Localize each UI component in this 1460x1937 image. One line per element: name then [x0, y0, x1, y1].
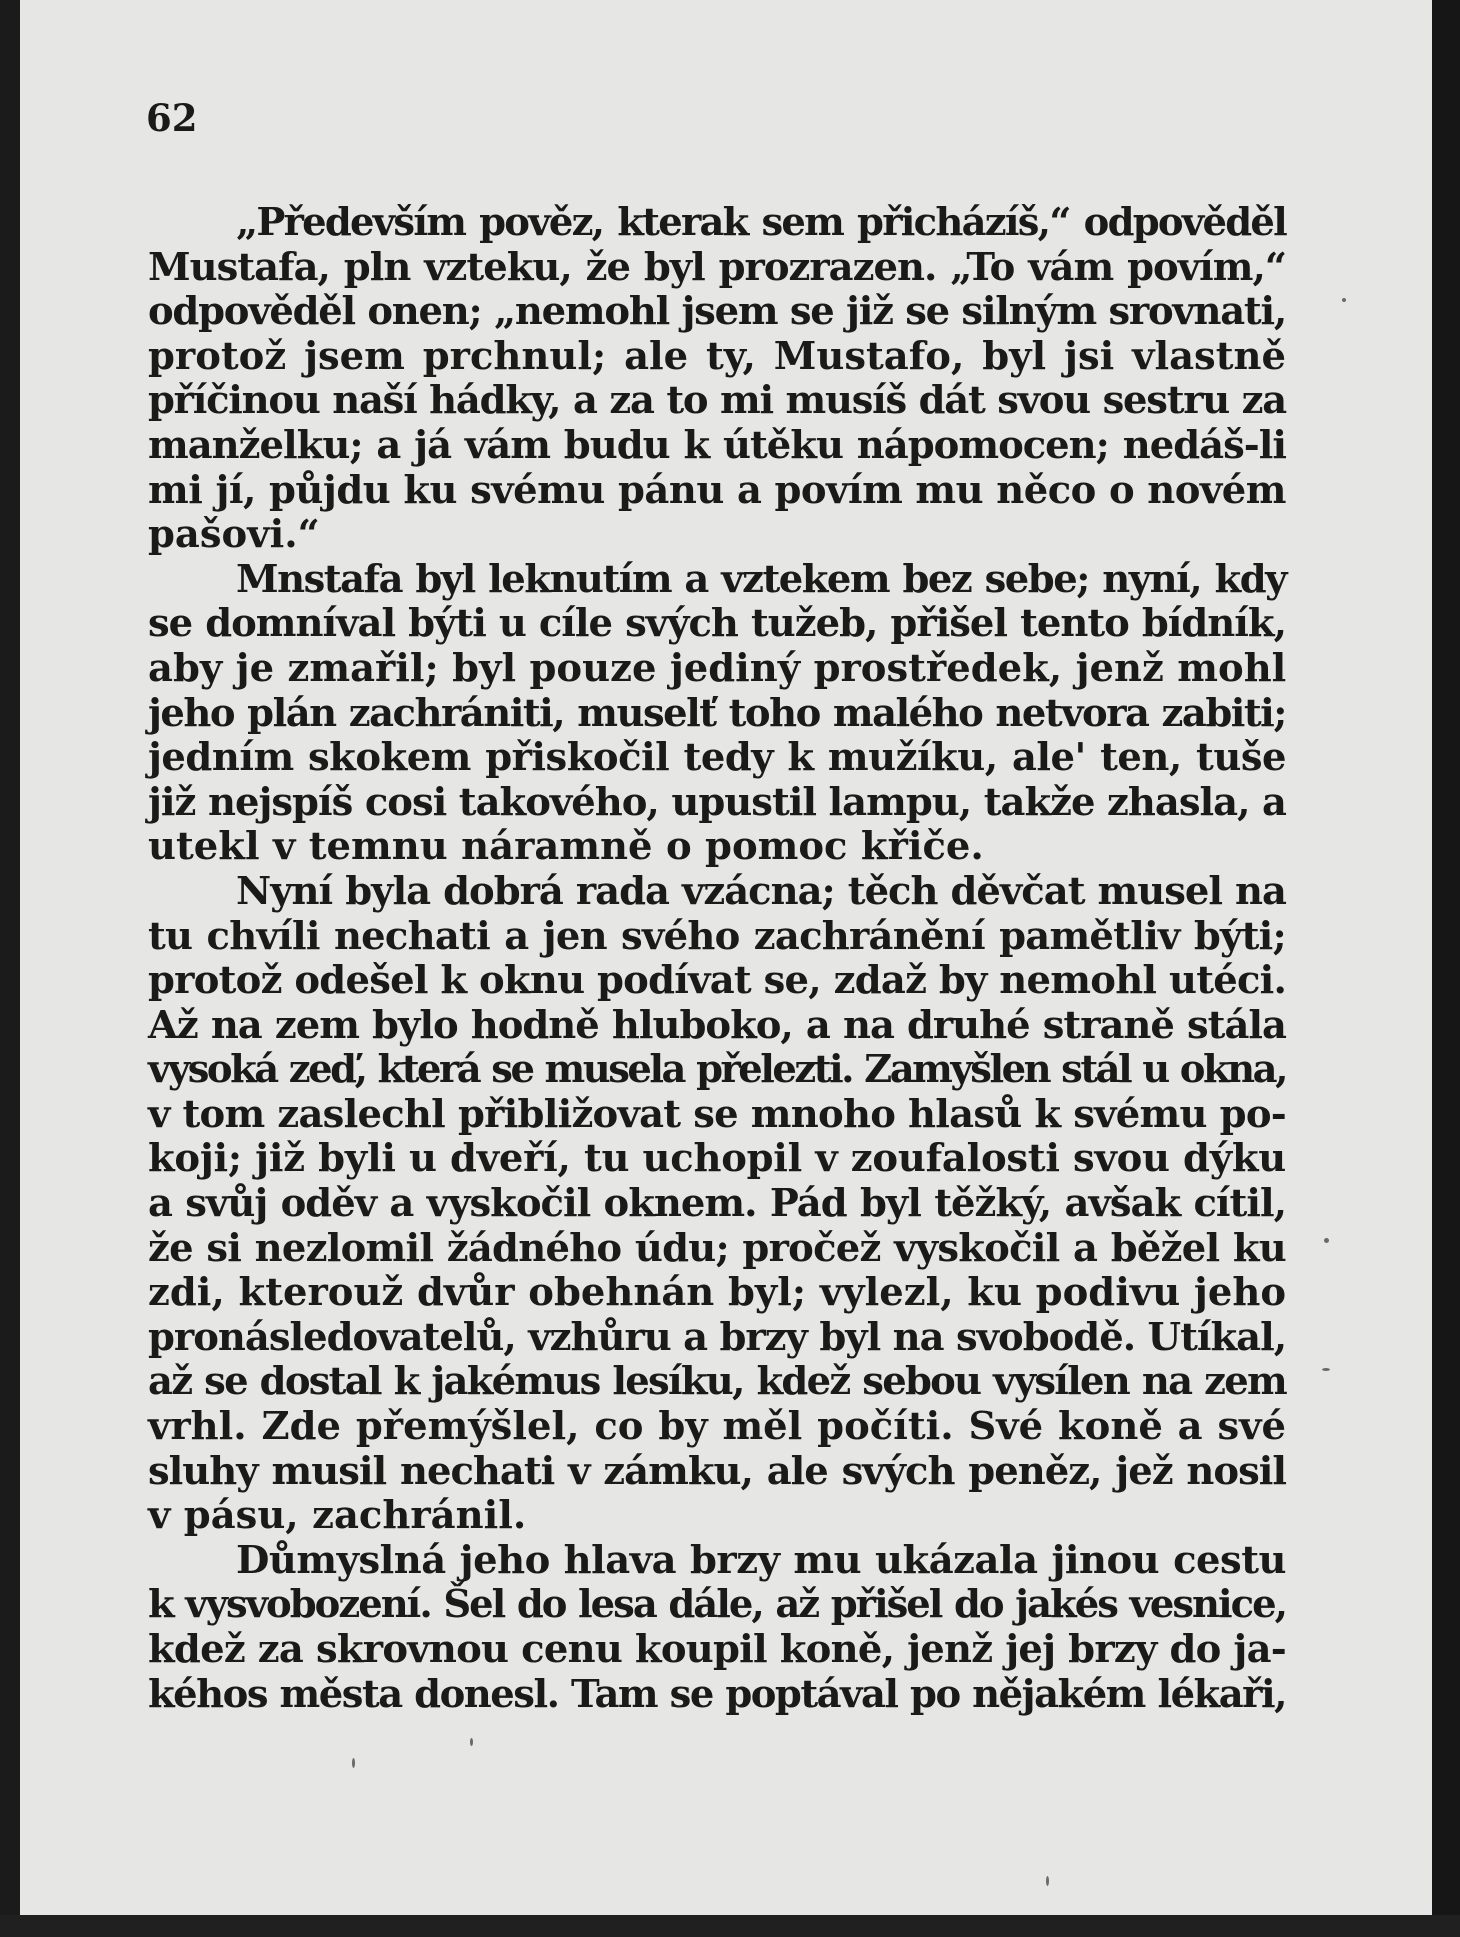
text-line: jeho plán zachrániti, muselť toho malého netvora zabiti;: [148, 690, 1286, 736]
text-line: utekl v temnu náramně o pomoc křiče.: [148, 824, 984, 870]
text-line: jedním skokem přiskočil tedy k mužíku, ale' ten, tuše: [148, 735, 1286, 781]
text-line: protož odešel k oknu podívat se, zdaž by nemohl utéci.: [148, 958, 1287, 1004]
text-line: kdež za skrovnou cenu koupil koně, jenž jej brzy do ja-: [148, 1627, 1286, 1672]
text-line: vysoká zeď, která se musela přelezti. Zamyšlen stál u okna,: [148, 1047, 1286, 1093]
text-line: „Především pověz, kterak sem přicházíš,“ odpověděl: [236, 200, 1286, 245]
body-text: [148, 201, 1286, 1717]
text-line: v pásu, zachránil.: [148, 1493, 527, 1539]
scan-edge-bottom: [0, 1915, 1460, 1937]
text-line: kéhos města donesl. Tam se poptával po nějakém lékaři,: [148, 1671, 1286, 1717]
text-line: Důmyslná jeho hlava brzy mu ukázala jinou cestu: [236, 1537, 1286, 1583]
text-line: vrhl. Zde přemýšlel, co by měl počíti. Své koně a své: [148, 1404, 1286, 1450]
text-line: pronásledovatelů, vzhůru a brzy byl na svobodě. Utíkal,: [148, 1314, 1287, 1360]
text-line: sluhy musil nechati v zámku, ale svých peněz, jež nosil: [148, 1448, 1286, 1494]
text-line: zdi, kterouž dvůr obehnán byl; vylezl, ku podivu jeho: [148, 1270, 1286, 1316]
text-line: pašovi.“: [148, 512, 320, 558]
text-line: odpověděl onen; „nemohl jsem se již se silným srovnati,: [148, 289, 1286, 335]
text-line: že si nezlomil žádného údu; pročež vyskočil a běžel ku: [148, 1225, 1286, 1271]
text-line: k vysvobození. Šel do lesa dále, až přišel do jakés vesnice,: [148, 1582, 1286, 1628]
text-line: mi jí, půjdu ku svému pánu a povím mu něco o novém: [148, 467, 1286, 513]
text-line: manželku; a já vám budu k útěku nápomocen; nedáš-li: [148, 422, 1286, 468]
text-line: již nejspíš cosi takového, upustil lampu, takže zhasla, a: [148, 779, 1286, 825]
text-line: Mustafa, pln vzteku, že byl prozrazen. „To vám povím,“: [148, 244, 1286, 290]
page-number: 62: [146, 96, 198, 140]
text-line: aby je zmařil; byl pouze jediný prostředek, jenž mohl: [148, 645, 1287, 691]
scan-speck: [1342, 298, 1346, 302]
scan-speck: [470, 1738, 473, 1746]
scan-speck: [1324, 1238, 1329, 1243]
text-line: se domníval býti u cíle svých tužeb, přišel tento bídník,: [148, 601, 1286, 647]
text-line: koji; již byli u dveří, tu uchopil v zoufalosti svou dýku: [148, 1136, 1286, 1182]
scan-edge-right: [1432, 0, 1460, 1937]
scan-edge-left: [0, 0, 20, 1937]
text-line: až se dostal k jakémus lesíku, kdež sebou vysílen na zem: [148, 1359, 1286, 1405]
text-line: Nyní byla dobrá rada vzácna; těch děvčat musel na: [236, 868, 1286, 914]
text-line: Až na zem bylo hodně hluboko, a na druhé straně stála: [148, 1002, 1286, 1048]
text-line: protož jsem prchnul; ale ty, Mustafo, byl jsi vlastně: [148, 333, 1286, 379]
text-line: Mnstafa byl leknutím a vztekem bez sebe; nyní, kdy: [236, 556, 1286, 602]
scan-speck: [1322, 1368, 1330, 1371]
text-line: tu chvíli nechati a jen svého zachránění pamětliv býti;: [148, 913, 1286, 959]
text-line: a svůj oděv a vyskočil oknem. Pád byl těžký, avšak cítil,: [148, 1181, 1286, 1227]
text-line: v tom zaslechl přibližovat se mnoho hlasů k svému po-: [148, 1091, 1286, 1137]
text-line: příčinou naší hádky, a za to mi musíš dát svou sestru za: [148, 378, 1286, 424]
scan-speck: [352, 1758, 355, 1768]
scan-speck: [1046, 1876, 1049, 1886]
